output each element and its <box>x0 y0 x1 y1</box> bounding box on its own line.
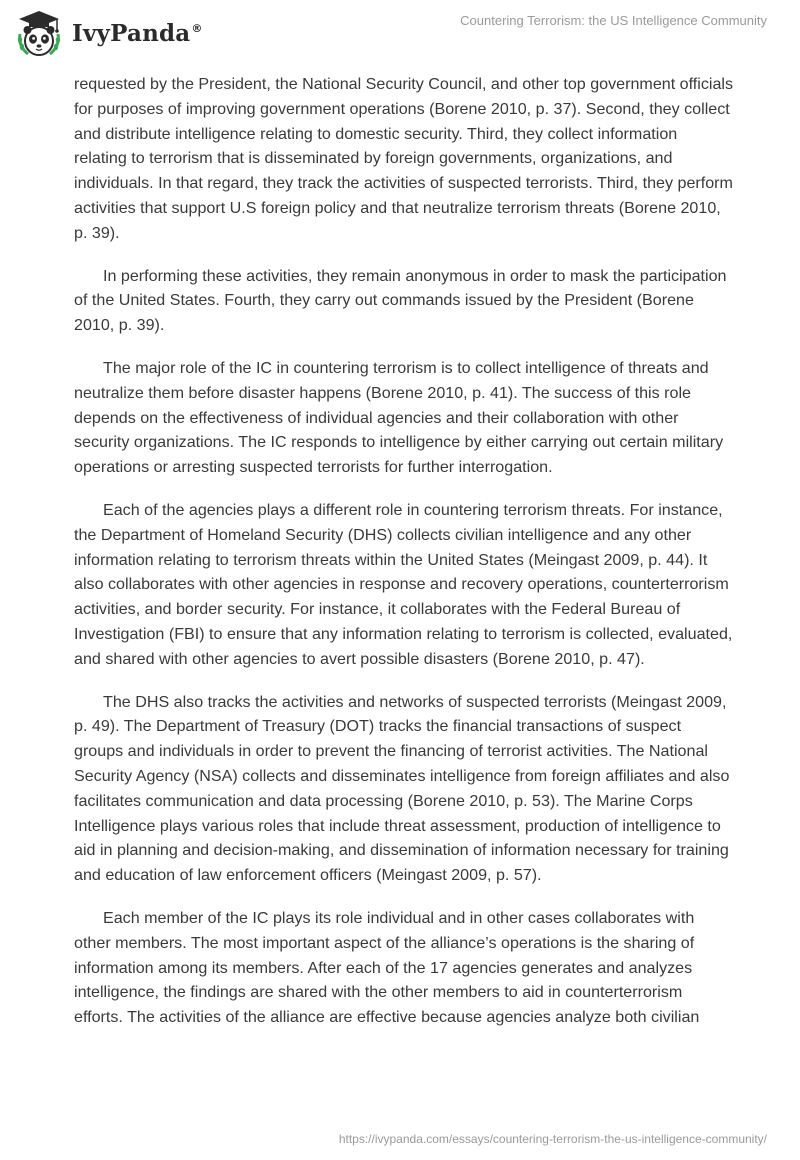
page-header <box>0 0 800 66</box>
panda-graduate-icon <box>14 8 64 58</box>
paragraph: requested by the President, the National Security Council, and other top government officials for purposes of improving government operations (Borene 2010, p. 37). Second, they collect and distribute intelligence relating to domestic security. Third, they collect information relating to terrorism that is disseminated by foreign governments, organizations, and individuals. In that regard, they track the activities of suspected terrorists. Third, they perform activities that support U.S foreign policy and that neutralize terrorism threats (Borene 2010, p. 39). <box>74 75 734 242</box>
paragraph: The DHS also tracks the activities and networks of suspected terrorists (Meingast 2009, p. 49). The Department of Treasury (DOT) tracks the financial transactions of suspect groups and individuals in order to prevent the financing of terrorist activities. The National Security Agency (NSA) collects and disseminates intelligence from foreign affiliates and also facilitates communication and data processing (Borene 2010, p. 53). The Marine Corps Intelligence plays various roles that include threat assessment, production of intelligence to aid in planning and decision-making, and dissemination of information necessary for training and education of law enforcement officers (Meingast 2009, p. 57). <box>74 692 730 885</box>
paragraph: Each member of the IC plays its role individual and in other cases collaborates with other members. The most important aspect of the alliance’s operations is the sharing of information among its members. After each of the 17 agencies generates and analyzes intelligence, the findings are shared with the other members to aid in counterterrorism efforts. The activities of the alliance are effective because agencies analyze both civilian <box>74 908 700 1027</box>
document-title: Countering Terrorism: the US Intelligence Community <box>460 13 767 28</box>
source-url-link[interactable]: https://ivypanda.com/essays/countering-terrorism-the-us-intelligence-community/ <box>338 1132 767 1146</box>
paragraph: The major role of the IC in countering terrorism is to collect intelligence of threats and neutralize them before disaster happens (Borene 2010, p. 41). The success of this role depends on the effectiveness of individual agencies and their collaboration with other security organizations. The IC responds to intelligence by either carrying out certain military operations or arresting suspected terrorists for further interrogation. <box>74 358 724 477</box>
essay-body <box>74 72 734 1048</box>
brand-name: IvyPanda® <box>72 19 203 47</box>
paragraph: Each of the agencies plays a different role in countering terrorism threats. For instance, the Department of Homeland Security (DHS) collects civilian intelligence and any other information relating to terrorism threats within the United States (Meingast 2009, p. 44). It also collaborates with other agencies in response and recovery operations, counterterrorism activities, and border security. For instance, it collaborates with the Federal Bureau of Investigation (FBI) to ensure that any information relating to terrorism is collected, evaluated, and shared with other agencies to avert possible disasters (Borene 2010, p. 47). <box>74 500 733 668</box>
paragraph: In performing these activities, they remain anonymous in order to mask the participation of the United States. Fourth, they carry out commands issued by the President (Borene 2010, p. 39). <box>74 266 727 335</box>
ivypanda-logo[interactable] <box>14 8 203 58</box>
